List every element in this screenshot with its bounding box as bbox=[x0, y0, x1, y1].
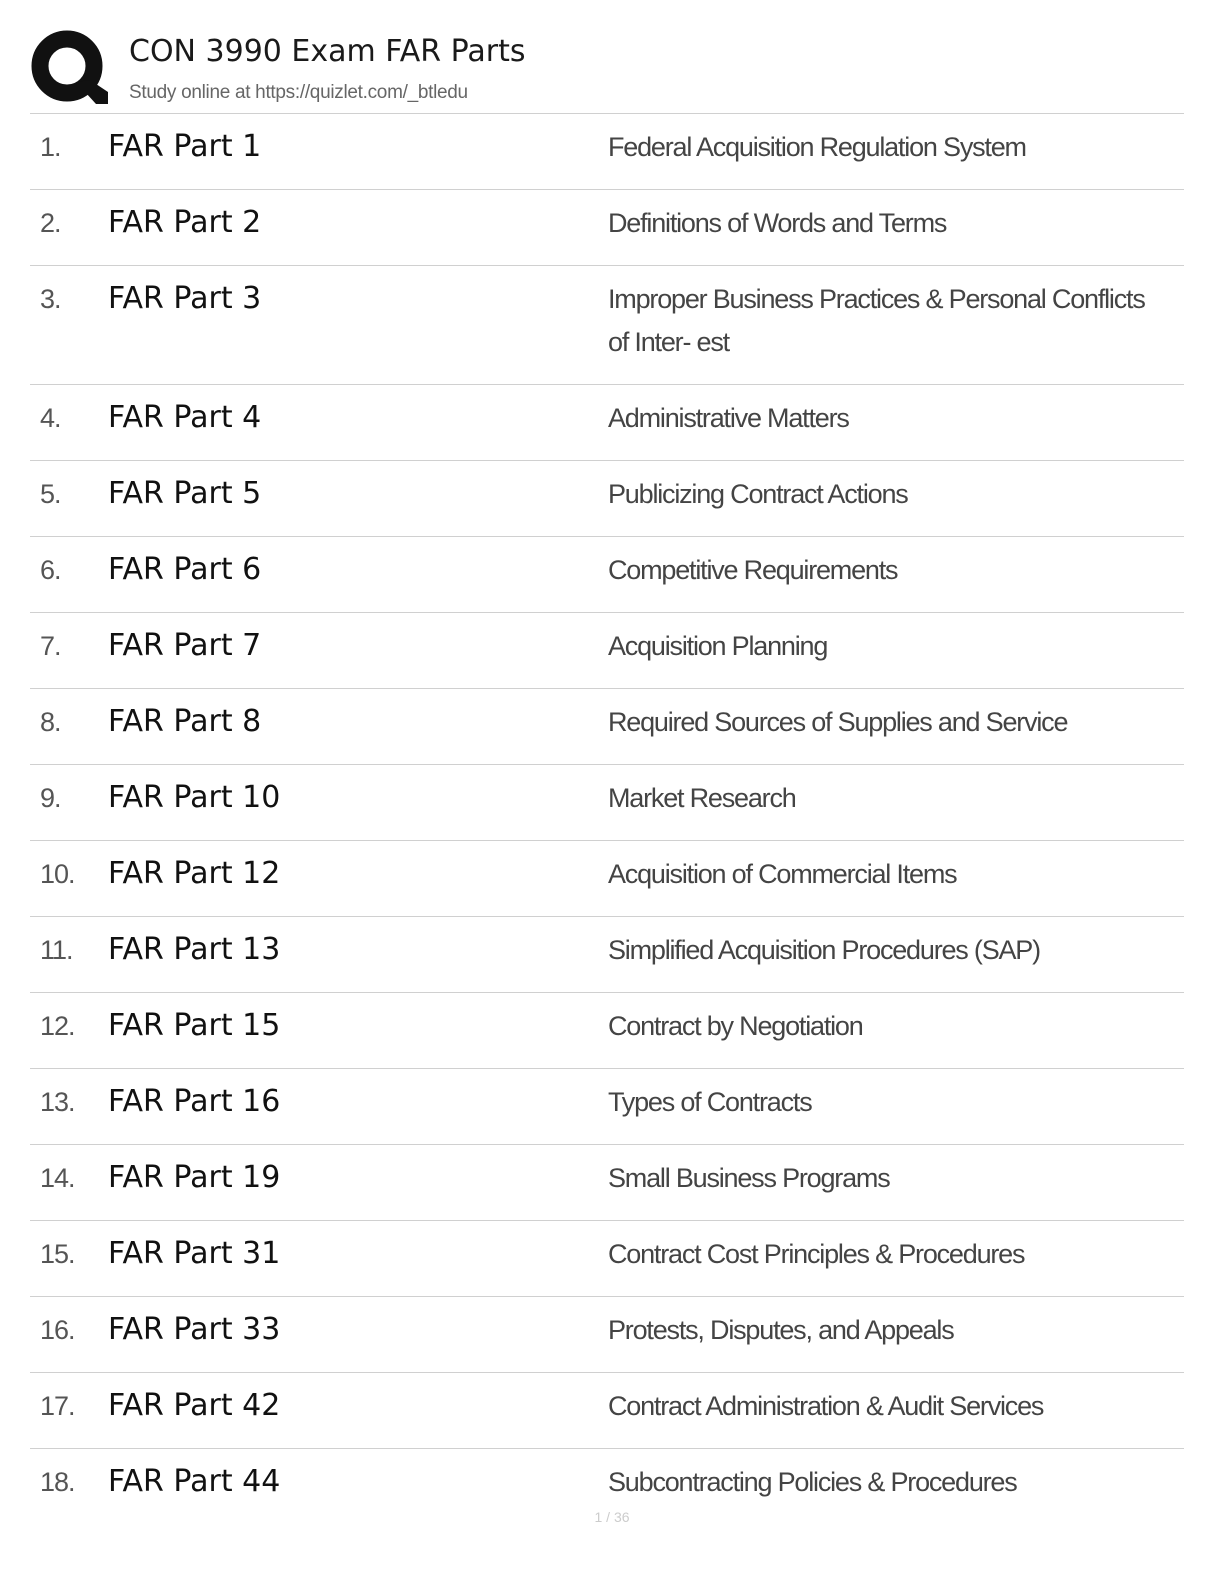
card-number: 12. bbox=[40, 1011, 75, 1041]
page-header bbox=[30, 28, 1184, 113]
card-number: 14. bbox=[40, 1163, 75, 1193]
card-number: 6. bbox=[40, 555, 61, 585]
flashcard-row bbox=[30, 385, 1184, 461]
card-number: 9. bbox=[40, 783, 61, 813]
card-number: 15. bbox=[40, 1239, 75, 1269]
flashcard-row bbox=[30, 190, 1184, 266]
flashcard-row bbox=[30, 1373, 1184, 1449]
card-term: FAR Part 15 bbox=[108, 1008, 281, 1043]
card-definition: Subcontracting Policies & Procedures bbox=[608, 1467, 1017, 1497]
card-definition: Acquisition of Commercial Items bbox=[608, 859, 957, 889]
card-term: FAR Part 8 bbox=[108, 704, 262, 739]
flashcard-row bbox=[30, 917, 1184, 993]
card-definition: Administrative Matters bbox=[608, 403, 849, 433]
card-number: 8. bbox=[40, 707, 61, 737]
card-definition: Protests, Disputes, and Appeals bbox=[608, 1315, 954, 1345]
card-term: FAR Part 6 bbox=[108, 552, 262, 587]
page-indicator: 1 / 36 bbox=[594, 1509, 630, 1525]
card-term: FAR Part 3 bbox=[108, 281, 262, 316]
card-number: 16. bbox=[40, 1315, 75, 1345]
card-number: 5. bbox=[40, 479, 61, 509]
study-online-link[interactable]: Study online at https://quizlet.com/_btledu bbox=[129, 82, 468, 103]
card-number: 3. bbox=[40, 284, 61, 314]
flashcard-row bbox=[30, 689, 1184, 765]
card-number: 7. bbox=[40, 631, 61, 661]
card-term: FAR Part 10 bbox=[108, 780, 281, 815]
card-term: FAR Part 42 bbox=[108, 1388, 281, 1423]
card-term: FAR Part 19 bbox=[108, 1160, 281, 1195]
card-number: 18. bbox=[40, 1467, 75, 1497]
card-term: FAR Part 4 bbox=[108, 400, 262, 435]
card-number: 11. bbox=[40, 935, 73, 965]
card-number: 17. bbox=[40, 1391, 75, 1421]
card-definition: Types of Contracts bbox=[608, 1087, 812, 1117]
quizlet-logo-icon bbox=[30, 28, 110, 108]
flashcard-row bbox=[30, 613, 1184, 689]
card-term: FAR Part 13 bbox=[108, 932, 281, 967]
card-definition: Simplified Acquisition Procedures (SAP) bbox=[608, 935, 1040, 965]
flashcard-row bbox=[30, 114, 1184, 190]
card-definition: Contract Administration & Audit Services bbox=[608, 1391, 1044, 1421]
card-definition: Competitive Requirements bbox=[608, 555, 898, 585]
card-definition: Definitions of Words and Terms bbox=[608, 208, 947, 238]
flashcard-row bbox=[30, 461, 1184, 537]
card-number: 10. bbox=[40, 859, 75, 889]
flashcard-row bbox=[30, 841, 1184, 917]
flashcard-row bbox=[30, 1145, 1184, 1221]
card-definition: Federal Acquisition Regulation System bbox=[608, 132, 1026, 162]
flashcard-row bbox=[30, 266, 1184, 385]
card-term: FAR Part 1 bbox=[108, 129, 262, 164]
card-term: FAR Part 44 bbox=[108, 1464, 281, 1499]
card-number: 2. bbox=[40, 208, 61, 238]
card-definition: Market Research bbox=[608, 783, 796, 813]
flashcard-row bbox=[30, 1297, 1184, 1373]
card-definition: Publicizing Contract Actions bbox=[608, 479, 908, 509]
flashcard-row bbox=[30, 765, 1184, 841]
card-term: FAR Part 31 bbox=[108, 1236, 281, 1271]
card-term: FAR Part 7 bbox=[108, 628, 262, 663]
card-number: 1. bbox=[40, 132, 61, 162]
card-number: 13. bbox=[40, 1087, 75, 1117]
card-definition: Small Business Programs bbox=[608, 1163, 890, 1193]
flashcard-row bbox=[30, 1221, 1184, 1297]
card-term: FAR Part 33 bbox=[108, 1312, 281, 1347]
card-number: 4. bbox=[40, 403, 61, 433]
card-definition: Required Sources of Supplies and Service bbox=[608, 707, 1068, 737]
flashcard-row bbox=[30, 1069, 1184, 1145]
card-term: FAR Part 5 bbox=[108, 476, 262, 511]
card-term: FAR Part 16 bbox=[108, 1084, 281, 1119]
page-title: CON 3990 Exam FAR Parts bbox=[129, 34, 526, 69]
card-term: FAR Part 12 bbox=[108, 856, 281, 891]
card-definition: Contract Cost Principles & Procedures bbox=[608, 1239, 1025, 1269]
flashcard-row bbox=[30, 993, 1184, 1069]
card-definition: Acquisition Planning bbox=[608, 631, 828, 661]
flashcard-list bbox=[30, 113, 1184, 1524]
card-term: FAR Part 2 bbox=[108, 205, 262, 240]
card-definition: Improper Business Practices & Personal Conflicts of Inter- est bbox=[608, 284, 1145, 357]
card-definition: Contract by Negotiation bbox=[608, 1011, 863, 1041]
flashcard-row bbox=[30, 537, 1184, 613]
